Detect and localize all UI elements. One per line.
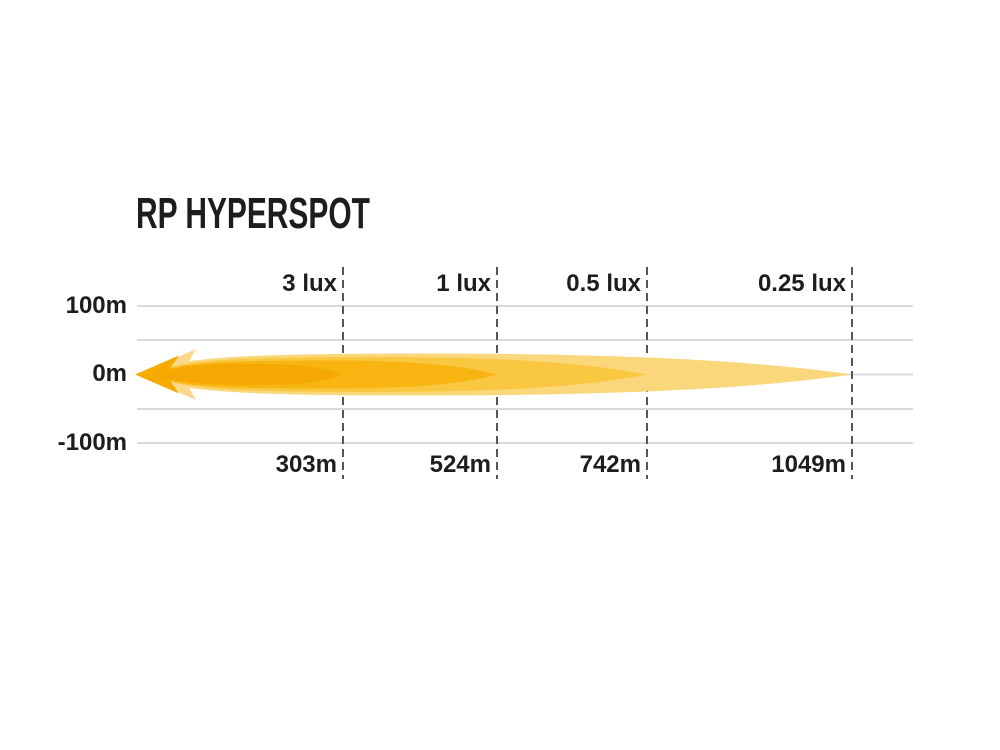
beam-layer-3lux [155,364,342,385]
distance-label-1049m: 1049m [771,451,846,478]
lux-label-05lux: 0.5 lux [566,270,641,297]
y-axis-label-100m: 100m [65,292,127,319]
lux-label-025lux: 0.25 lux [757,270,846,297]
beam-shape [135,349,852,400]
distance-label-303m: 303m [275,451,337,478]
y-axis-label-0m: 0m [92,360,127,387]
distance-label-524m: 524m [429,451,491,478]
lux-label-1lux: 1 lux [436,270,491,297]
distance-label-742m: 742m [579,451,641,478]
lux-label-3lux: 3 lux [282,270,337,297]
page-title: RP HYPERSPOT [136,189,370,238]
y-axis-label-neg100m: -100m [57,429,127,456]
